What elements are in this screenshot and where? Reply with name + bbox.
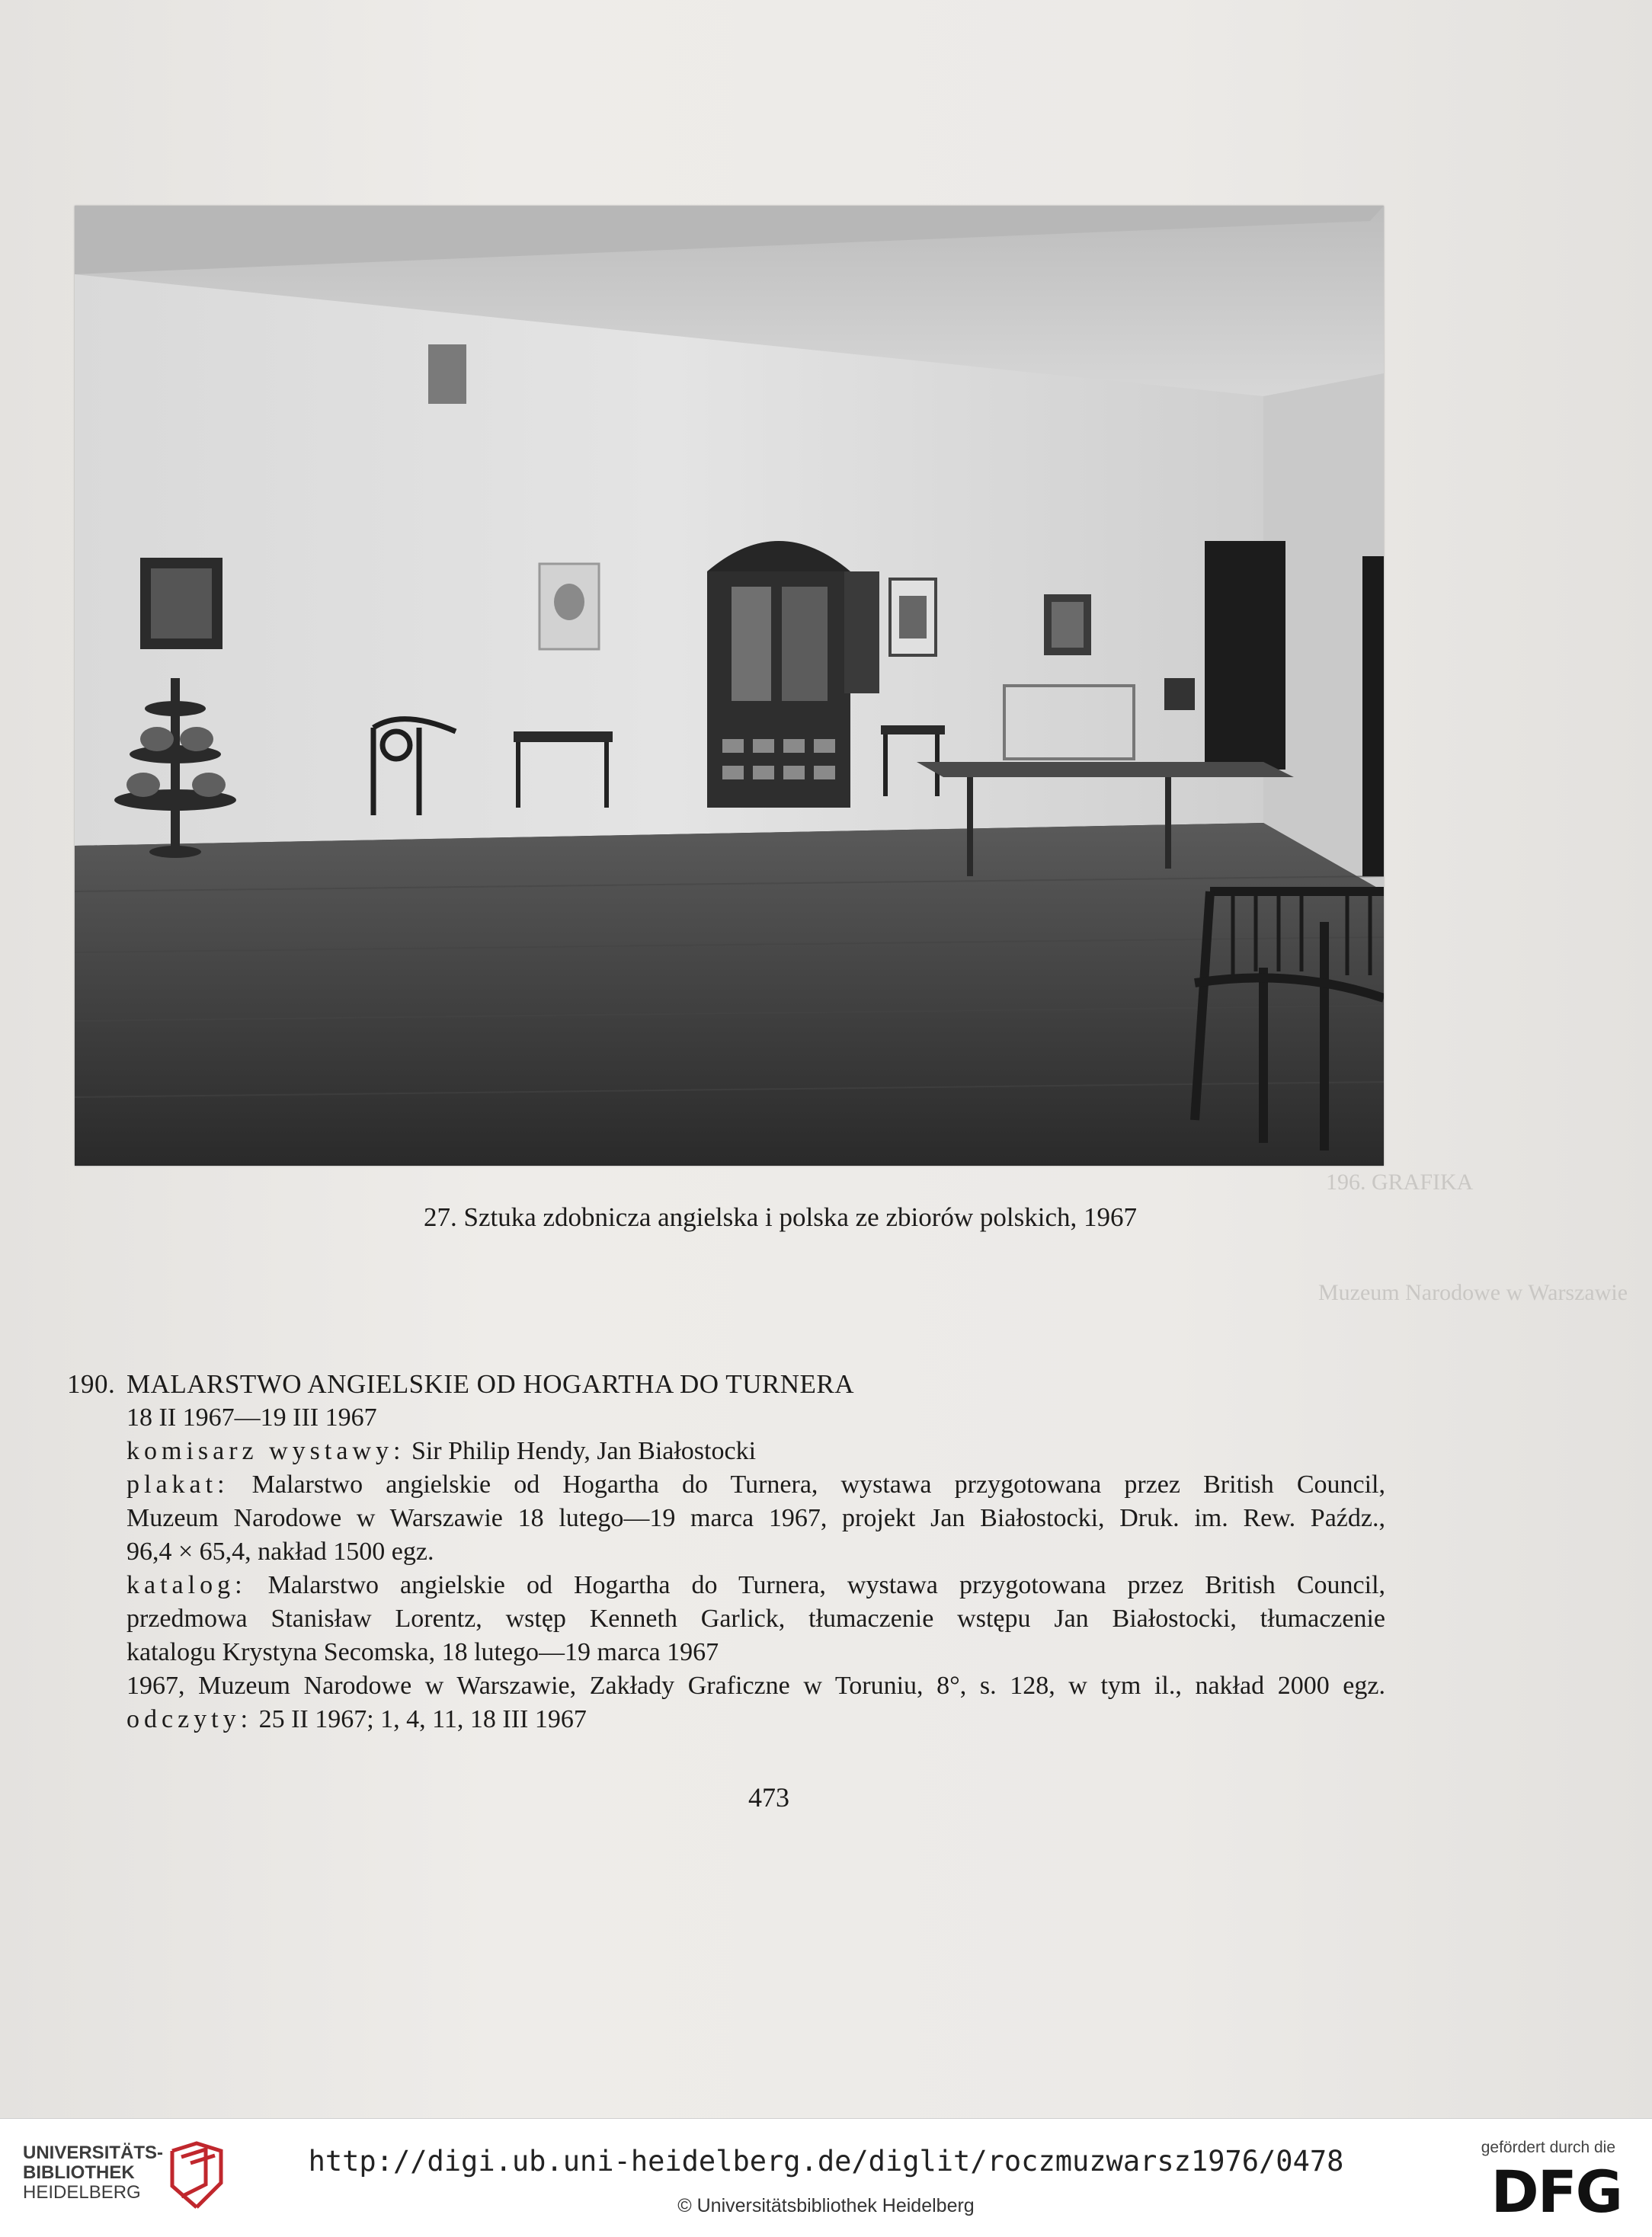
katalog-text-1: Malarstwo angielskie od Hogartha do Turnera, wystawa przygotowana przez British Council, (267, 1571, 1386, 1599)
entry-dates: 18 II 1967—19 III 1967 (126, 1403, 377, 1432)
plakat-text-1: Malarstwo angielskie od Hogartha do Turnera, wystawa przygotowana przez British Council, (251, 1471, 1385, 1499)
catalog-entry (67, 1368, 1385, 1736)
katalog-label: katalog: (126, 1571, 247, 1599)
plakat-line-3: 96,4 × 65,4, nakład 1500 egz. (126, 1538, 434, 1566)
dfg-logo: DFG (1490, 2158, 1622, 2226)
plate-caption (0, 1202, 1652, 1233)
digitization-footer (0, 2118, 1652, 2237)
permalink-url[interactable]: http://digi.ub.uni-heidelberg.de/diglit/roczmuzwarsz1976/0478 (308, 2145, 1344, 2178)
plakat-label: plakat: (126, 1471, 229, 1499)
katalog-line-1 (126, 1569, 1385, 1602)
exhibition-photo (75, 206, 1384, 1166)
plate-caption-text: 27. Sztuka zdobnicza angielska i polska ze zbiorów polskich, 1967 (423, 1202, 1137, 1232)
library-name-line-2: BIBLIOTHEK (23, 2162, 135, 2183)
copyright-notice: © Universitätsbibliothek Heidelberg (677, 2195, 975, 2216)
komisarz-label: komisarz wystawy: (126, 1437, 405, 1465)
odczyty-label: odczyty: (126, 1705, 253, 1733)
komisarz-line (126, 1435, 1385, 1468)
odczyty-text: 25 II 1967; 1, 4, 11, 18 III 1967 (258, 1705, 587, 1733)
funder-label: gefördert durch die (1481, 2139, 1615, 2156)
odczyty-line (126, 1703, 1385, 1736)
library-name-line-1: UNIVERSITÄTS- (23, 2143, 164, 2163)
page-number-text: 473 (748, 1782, 789, 1813)
plakat-line-1 (126, 1468, 1385, 1502)
entry-number: 190. (67, 1369, 116, 1399)
show-through-text: Muzeum Narodowe w Warszawie (1318, 1280, 1628, 1305)
katalog-line-4: 1967, Muzeum Narodowe w Warszawie, Zakłady Graficzne w Toruniu, 8°, s. 128, w tym il., nakład 2000 egz. (126, 1672, 1385, 1700)
page-number (0, 1781, 1652, 1813)
katalog-line-3: katalogu Krystyna Secomska, 18 lutego—19 marca 1967 (126, 1638, 719, 1666)
komisarz-text: Sir Philip Hendy, Jan Białostocki (411, 1437, 757, 1465)
show-through-text: 196. GRAFIKA (1326, 1170, 1474, 1195)
katalog-line-2: przedmowa Stanisław Lorentz, wstęp Kenneth Garlick, tłumaczenie wstępu Jan Białostocki, tłumaczenie (126, 1605, 1385, 1633)
entry-title: MALARSTWO ANGIELSKIE OD HOGARTHA DO TURNERA (126, 1369, 854, 1399)
library-name-line-3: HEIDELBERG (23, 2182, 141, 2203)
plakat-line-2: Muzeum Narodowe w Warszawie 18 lutego—19 marca 1967, projekt Jan Białostocki, Druk. im. Rew. Paźdz., (126, 1504, 1385, 1532)
